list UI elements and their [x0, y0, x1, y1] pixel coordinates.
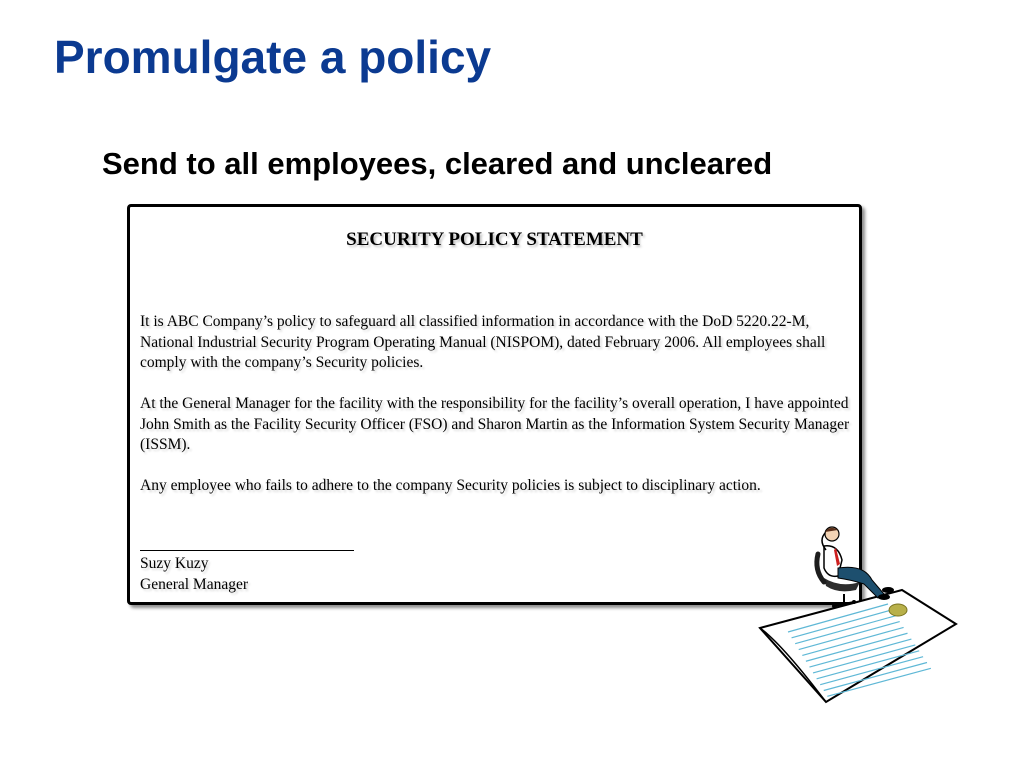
policy-paragraph: Any employee who fails to adhere to the company Security policies is subject to disciplinary action.	[140, 477, 761, 494]
slide-subtitle: Send to all employees, cleared and uncleared	[102, 146, 773, 181]
signatory-name: Suzy Kuzy	[140, 555, 209, 572]
man-on-document-clipart-icon	[752, 524, 962, 706]
slide-title: Promulgate a policy	[54, 31, 492, 83]
man-in-chair-icon	[817, 527, 894, 608]
signature-block	[140, 533, 354, 595]
policy-paragraph: It is ABC Company’s policy to safeguard all classified information in accordance with the DoD 5220.22-M, National Industrial Security Program Operating Manual (NISPOM), dated February 2006. All employees shall comply with the company’s Security policies.	[140, 313, 826, 371]
signatory-role: General Manager	[140, 576, 249, 593]
policy-paragraph: At the General Manager for the facility with the responsibility for the facility’s overall operation, I have appointed John Smith as the Facility Security Officer (FSO) and Sharon Martin as the Information System Security Manager (ISSM).	[140, 395, 850, 453]
signature-line	[140, 533, 354, 551]
policy-heading: SECURITY POLICY STATEMENT	[346, 229, 643, 250]
policy-body	[140, 312, 851, 517]
document-sheet-icon	[760, 590, 956, 702]
